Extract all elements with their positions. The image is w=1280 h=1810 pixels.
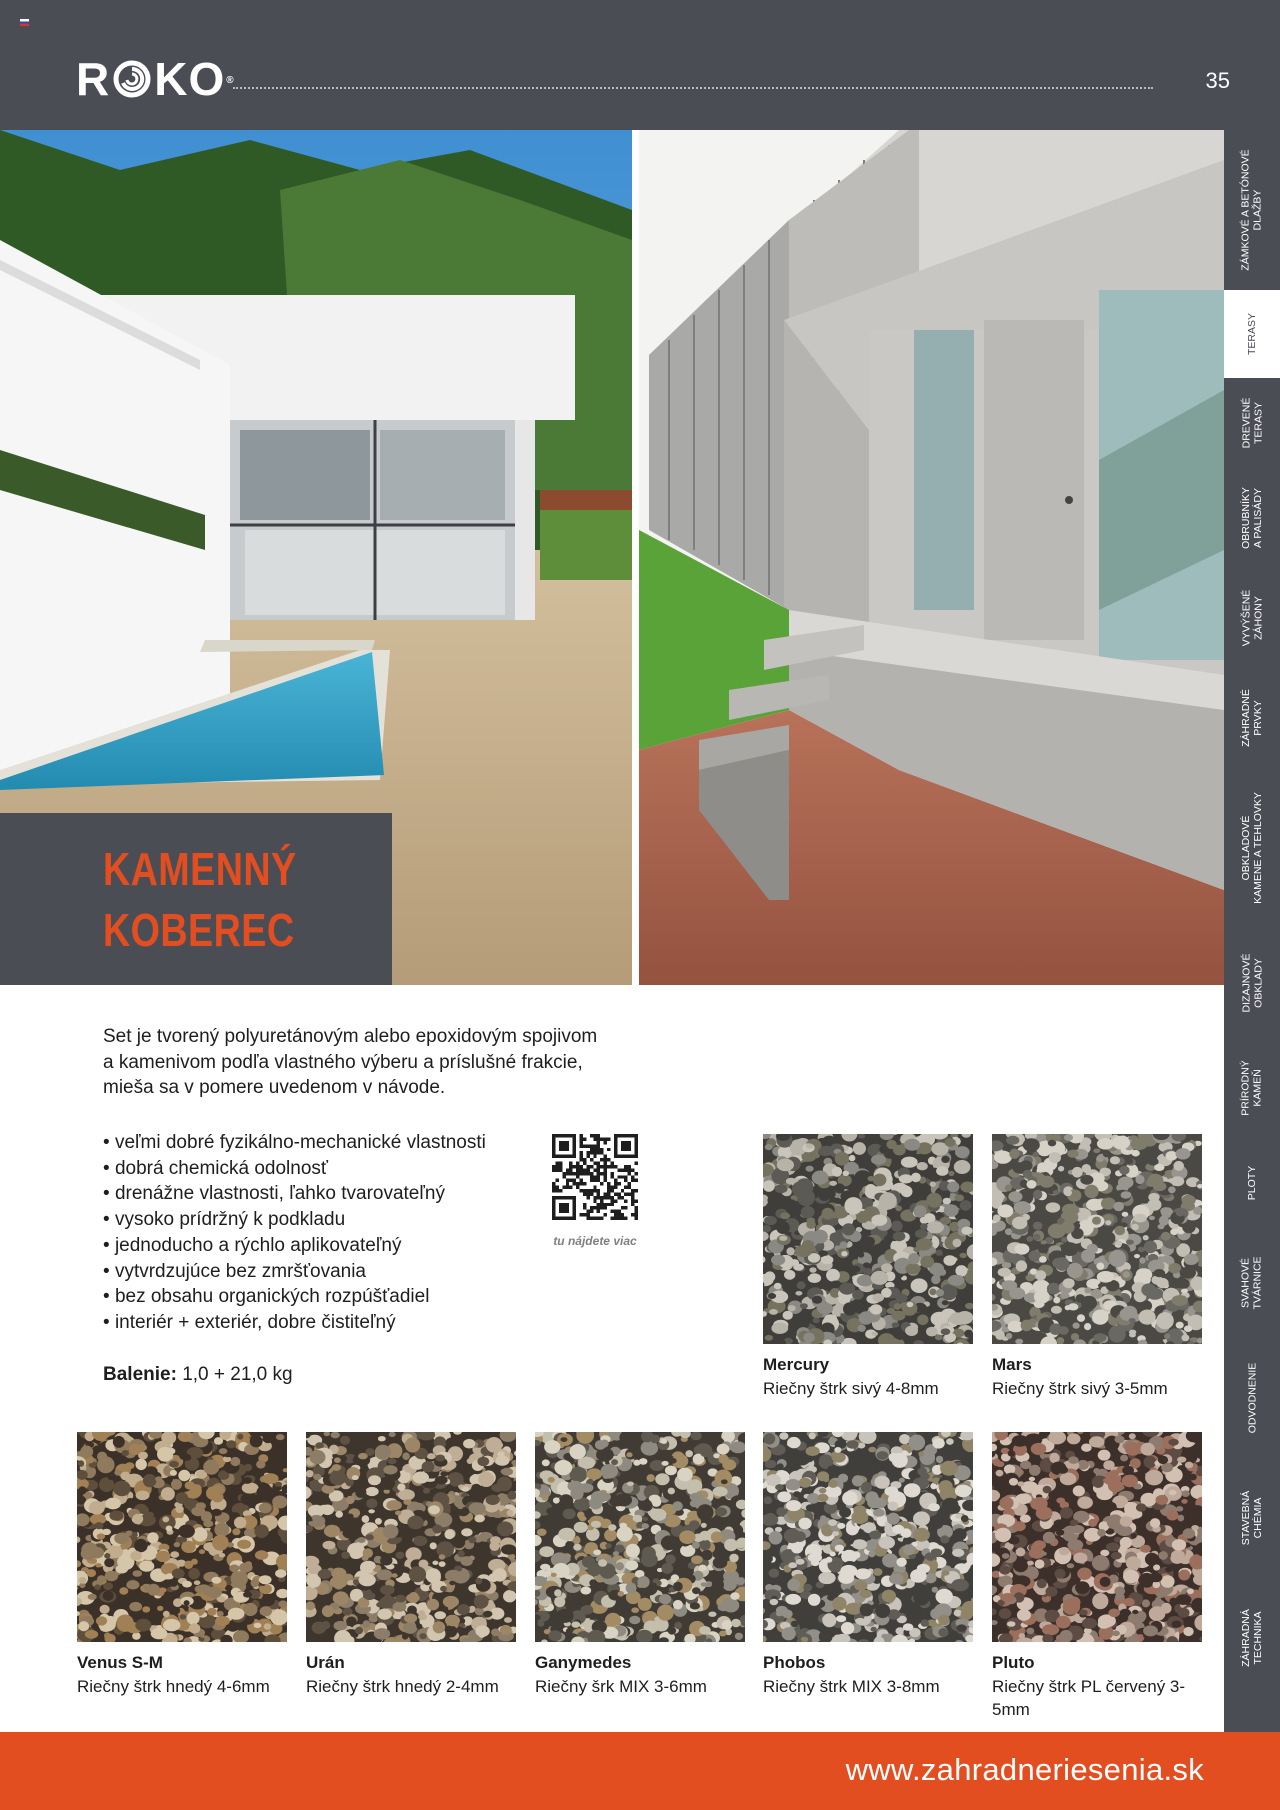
title-line-1: KAMENNÝ: [103, 843, 297, 895]
sidebar-item-svahove-tvarnice[interactable]: [1224, 1228, 1280, 1338]
logo-letters-ko: KO: [154, 53, 226, 105]
sidebar-item-label: ODVODNENIE: [1246, 1362, 1258, 1434]
roko-logo: [76, 52, 235, 106]
sidebar-item-zahradna-technika[interactable]: [1224, 1578, 1280, 1698]
feature-item: • interiér + exteriér, dobre čistiteľný: [103, 1310, 563, 1336]
product-desc: Riečny šrk MIX 3-6mm: [535, 1677, 707, 1696]
sidebar-item-dizajnove-obklady[interactable]: [1224, 928, 1280, 1038]
product-swatch-ganymedes: [535, 1432, 745, 1642]
flag-icon: [20, 19, 29, 26]
sidebar-item-label: TERASY: [1245, 312, 1258, 356]
sidebar-item-obkladove-kamene[interactable]: [1224, 768, 1280, 928]
product-swatch-pluto: [992, 1432, 1202, 1642]
product-desc: Riečny štrk sivý 4-8mm: [763, 1379, 939, 1398]
product-swatch-uran: [306, 1432, 516, 1642]
feature-item: • drenážne vlastnosti, ľahko tvarovateľný: [103, 1181, 563, 1207]
product-swatch-venus: [77, 1432, 287, 1642]
page-header: [0, 0, 1280, 130]
sidebar-item-label: ZÁMKOVÉ A BETÓNOVÉ DLAŽBY: [1240, 149, 1264, 271]
title-line-2: KOBEREC: [103, 904, 295, 956]
product-swatch-mercury: [763, 1134, 973, 1344]
sidebar-item-drevene-terasy[interactable]: [1224, 378, 1280, 468]
title-box: [0, 813, 392, 985]
entrance-terrace-photo: [639, 130, 1224, 985]
packaging-label: Balenie:: [103, 1364, 177, 1385]
feature-item: • dobrá chemická odolnosť: [103, 1156, 563, 1182]
sidebar-item-label: DREVENÉ TERASY: [1239, 397, 1264, 449]
feature-item: • vytvrdzujúce bez zmršťovania: [103, 1259, 563, 1285]
product-name: Urán: [306, 1653, 345, 1672]
product-name: Ganymedes: [535, 1653, 632, 1672]
qr-code-icon[interactable]: [552, 1134, 638, 1220]
feature-item: • vysoko prídržný k podkladu: [103, 1207, 563, 1233]
sidebar-item-ploty[interactable]: [1224, 1138, 1280, 1228]
product-desc: Riečny štrk MIX 3-8mm: [763, 1677, 940, 1696]
sidebar-item-odvodnenie[interactable]: [1224, 1338, 1280, 1458]
product-description: [103, 1024, 663, 1101]
feature-item: • veľmi dobré fyzikálno-mechanické vlastnosti: [103, 1130, 563, 1156]
sidebar-item-label: PRÍRODNÝ KAMEŇ: [1240, 1060, 1264, 1116]
website-link[interactable]: www.zahradneriesenia.sk: [845, 1752, 1204, 1787]
product-name: Mars: [992, 1355, 1032, 1374]
sidebar-item-zahradne-prvky[interactable]: [1224, 668, 1280, 768]
sidebar-item-label: STAVEBNÁ CHÉMIA: [1240, 1490, 1264, 1546]
product-desc: Riečny štrk PL červený 3-5mm: [992, 1677, 1186, 1719]
sidebar-item-label: OBRUBNÍKY A PALISÁDY: [1240, 487, 1265, 549]
sidebar-item-label: OBKLADOVÉ KAMENE A TEHLOVKY: [1240, 792, 1265, 904]
sidebar-item-label: ZÁHRADNÉ PRVKY: [1240, 689, 1265, 747]
description-line: a kamenivom podľa vlastného výberu a príslušné frakcie,: [103, 1051, 583, 1073]
product-swatch-mars: [992, 1134, 1202, 1344]
sidebar-item-prirodny-kamen[interactable]: [1224, 1038, 1280, 1138]
product-name: Mercury: [763, 1355, 830, 1374]
product-desc: Riečny štrk hnedý 2-4mm: [306, 1677, 499, 1696]
feature-list: [103, 1130, 563, 1336]
sidebar-item-label: PLOTY: [1246, 1165, 1258, 1201]
page-number: 35: [1205, 68, 1230, 93]
qr-caption: tu nájdete viac: [553, 1234, 637, 1248]
logo-letter-r: R: [76, 53, 111, 105]
sidebar-item-label: ZÁHRADNÁ TECHNIKA: [1240, 1609, 1265, 1667]
product-swatch-phobos: [763, 1432, 973, 1642]
product-desc: Riečny štrk sivý 3-5mm: [992, 1379, 1168, 1398]
sidebar-item-zamkove-dlazby[interactable]: [1224, 130, 1280, 290]
sidebar-item-vyvysene-zahony[interactable]: [1224, 568, 1280, 668]
sidebar-item-label: VYVÝŠENÉ ZÁHONY: [1240, 589, 1265, 647]
swirl-icon: [112, 59, 152, 99]
product-desc: Riečny štrk hnedý 4-6mm: [77, 1677, 270, 1696]
category-sidebar: [1224, 130, 1280, 1732]
sidebar-item-label: SVAHOVÉ TVÁRNICE: [1240, 1256, 1264, 1310]
sidebar-item-stavebna-chemia[interactable]: [1224, 1458, 1280, 1578]
packaging-info: [103, 1362, 293, 1387]
description-line: mieša sa v pomere uvedenom v návode.: [103, 1077, 446, 1098]
packaging-value: 1,0 + 21,0 kg: [176, 1364, 293, 1385]
product-name: Venus S-M: [77, 1653, 163, 1672]
sidebar-item-terasy[interactable]: [1224, 290, 1280, 378]
feature-item: • bez obsahu organických rozpúšťadiel: [103, 1284, 563, 1310]
description-line: Set je tvorený polyuretánovým alebo epoxidovým spojivom: [103, 1026, 598, 1047]
header-dotted-rule: [233, 87, 1153, 89]
product-name: Phobos: [763, 1653, 826, 1672]
sidebar-item-label: DIZAJNOVÉ OBKLADY: [1240, 953, 1264, 1013]
product-name: Pluto: [992, 1653, 1035, 1672]
page-footer: [0, 1732, 1280, 1810]
registered-mark: ®: [226, 75, 235, 86]
sidebar-item-obrubniky[interactable]: [1224, 468, 1280, 568]
feature-item: • jednoducho a rýchlo aplikovateľný: [103, 1233, 563, 1259]
